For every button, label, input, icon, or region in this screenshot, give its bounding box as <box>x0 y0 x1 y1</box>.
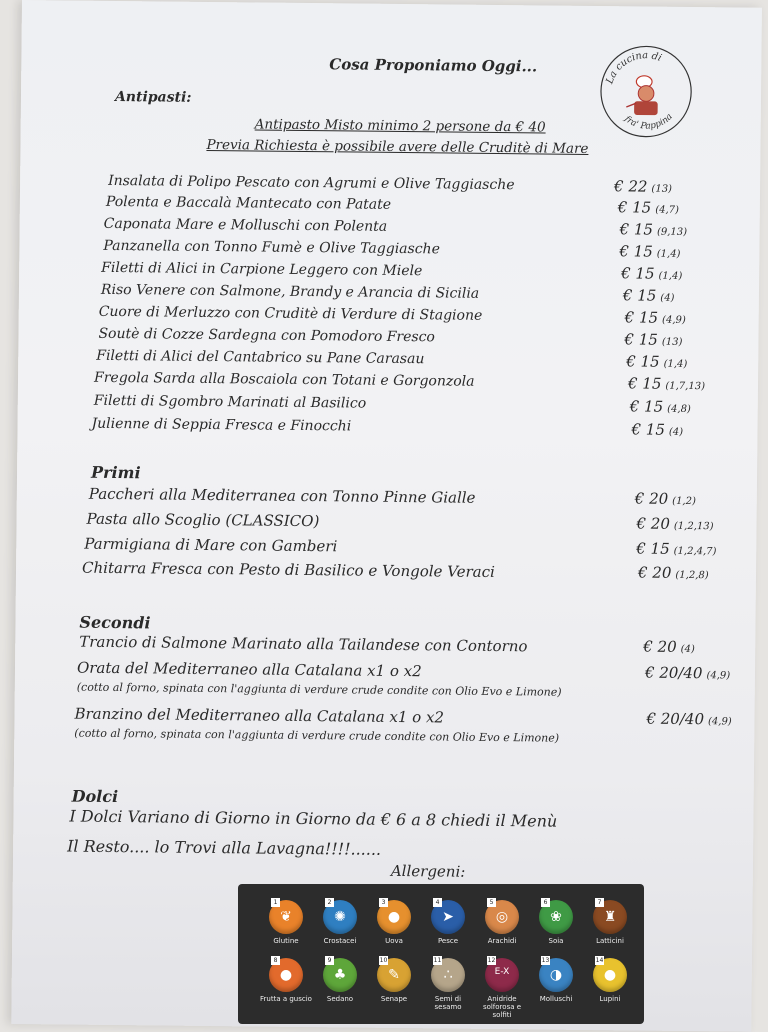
allergen-8 <box>260 958 312 1003</box>
allergen-codes: (13) <box>651 183 673 195</box>
allergen-label: Frutta a guscio <box>260 995 312 1003</box>
dolci-heading: Dolci <box>71 786 119 807</box>
price-value: € 15 <box>622 286 657 305</box>
logo-bottom-text: fra' Pappina <box>622 111 675 132</box>
price-value: € 15 <box>629 397 664 416</box>
price-value: € 20/40 <box>646 709 705 729</box>
primi-item-price <box>636 514 713 533</box>
allergen-label: Uova <box>385 937 403 945</box>
allergen-glyph: ● <box>279 967 293 983</box>
allergen-12 <box>476 958 528 1019</box>
allergen-label: Semi di sesamo <box>434 995 462 1011</box>
antipasti-item-name: Insalata di Polipo Pescato con Agrumi e Olive Taggiasche <box>108 172 515 194</box>
allergen-label: Pesce <box>437 937 459 945</box>
antipasti-item-price <box>630 397 691 416</box>
allergen-icon <box>485 958 519 992</box>
allergen-icon <box>269 900 303 934</box>
allergen-glyph: ♜ <box>603 909 617 925</box>
secondi-item-price <box>643 638 695 657</box>
secondi-item-price <box>646 710 731 729</box>
antipasti-item-price <box>623 286 675 305</box>
allergen-label: Crostacei <box>323 937 357 945</box>
menu-title: Cosa Proponiamo Oggi... <box>329 55 538 76</box>
allergen-number: 6 <box>541 898 550 907</box>
allergen-glyph: ◑ <box>549 967 563 983</box>
allergen-14 <box>584 958 636 1003</box>
price-value: € 15 <box>626 352 660 371</box>
allergen-glyph: ∴ <box>443 967 453 983</box>
antipasti-item-name: Filetti di Alici in Carpione Leggero con Miele <box>101 259 423 280</box>
antipasti-item-name: Caponata Mare e Molluschi con Polenta <box>103 215 388 235</box>
allergen-number: 3 <box>379 898 388 907</box>
allergen-glyph: ◎ <box>495 909 509 925</box>
allergen-number: 11 <box>433 957 442 964</box>
logo-top-text: La cucina di <box>604 50 664 86</box>
allergen-number: 8 <box>271 956 280 965</box>
antipasti-item-name: Riso Venere con Salmone, Brandy e Arancia di Sicilia <box>100 281 480 302</box>
primi-item-price <box>635 489 696 508</box>
antipasti-item-price <box>631 420 683 439</box>
allergen-codes: (1,4) <box>663 358 688 370</box>
allergen-icon <box>485 900 519 934</box>
allergen-glyph: E-X <box>494 967 510 977</box>
allergen-4 <box>422 900 474 945</box>
price-value: € 15 <box>621 264 655 283</box>
antipasti-note-misto: Antipasto Misto minimo 2 persone da € 40 <box>254 116 546 136</box>
primi-item-name: Pasta allo Scoglio (CLASSICO) <box>86 509 320 531</box>
allergen-number: 12 <box>487 957 496 964</box>
allergen-glyph: ● <box>387 909 401 925</box>
allergen-codes: (4) <box>668 426 684 438</box>
primi-item-name: Parmigiana di Mare con Gamberi <box>84 534 338 556</box>
dolci-line: I Dolci Variano di Giorno in Giorno da € 6 a 8 chiedi il Menù <box>69 806 558 831</box>
allergen-number: 5 <box>487 898 496 907</box>
allergen-glyph: ✺ <box>334 909 346 925</box>
allergen-icon <box>323 958 357 992</box>
allergen-label: Arachidi <box>487 937 517 945</box>
price-value: € 15 <box>617 198 652 217</box>
allergen-glyph: ● <box>603 967 617 983</box>
orata-cooking-note: (cotto al forno, spinata con l'aggiunta di verdure crude condite con Olio Evo e Limone) <box>76 680 562 699</box>
allergen-codes: (4,9) <box>662 314 686 326</box>
price-value: € 20/40 <box>644 663 703 683</box>
allergen-codes: (1,4) <box>658 270 683 282</box>
allergen-label: Anidride solforosa e solfiti <box>482 995 522 1019</box>
antipasti-item-price <box>625 308 686 327</box>
antipasti-item-price <box>628 374 705 393</box>
allergen-number: 10 <box>379 957 388 964</box>
allergen-6 <box>530 900 582 945</box>
allergen-codes: (1,4) <box>656 248 681 260</box>
allergen-codes: (1,7,13) <box>665 380 706 393</box>
chef-logo <box>597 42 696 141</box>
allergen-label: Molluschi <box>539 995 573 1003</box>
allergen-number: 7 <box>595 898 604 907</box>
price-value: € 15 <box>631 420 666 439</box>
allergen-icon <box>323 900 357 934</box>
price-value: € 22 <box>613 177 648 196</box>
primi-item-price <box>638 563 709 582</box>
price-value: € 15 <box>624 308 659 327</box>
primi-item-price <box>636 539 716 558</box>
allergen-icon <box>593 900 627 934</box>
antipasti-note-crudite: Previa Richiesta è possibile avere delle Cruditè di Mare <box>206 136 589 157</box>
allergen-codes: (13) <box>661 336 683 348</box>
allergen-number: 1 <box>271 898 280 907</box>
allergen-label: Sedano <box>326 995 354 1003</box>
antipasti-item-name: Julienne di Seppia Fresca e Finocchi <box>91 415 352 435</box>
allergen-5 <box>476 900 528 945</box>
allergen-icon <box>539 958 573 992</box>
antipasti-item-name: Filetti di Alici del Cantabrico su Pane Carasau <box>96 347 425 368</box>
allergen-codes: (1,2) <box>672 495 696 508</box>
menu-sheet <box>11 0 762 1032</box>
primi-item-name: Chitarra Fresca con Pesto di Basilico e Vongole Veraci <box>81 558 495 581</box>
allergen-label: Latticini <box>596 937 624 945</box>
allergen-10 <box>368 958 420 1003</box>
secondi-item-price <box>645 664 730 683</box>
allergen-13 <box>530 958 582 1003</box>
antipasti-item-price <box>621 264 682 283</box>
allergen-codes: (4,9) <box>706 670 731 682</box>
antipasti-item-name: Cuore di Merluzzo con Cruditè di Verdure di Stagione <box>98 303 483 324</box>
primi-item-name: Paccheri alla Mediterranea con Tonno Pinne Gialle <box>88 484 476 507</box>
price-value: € 20 <box>637 563 672 582</box>
allergen-codes: (1,2,13) <box>673 520 714 533</box>
secondi-item-name: Branzino del Mediterraneo alla Catalana x1 o x2 <box>74 704 445 727</box>
allergen-label: Soia <box>548 937 564 945</box>
allergeni-heading: Allergeni: <box>390 861 466 881</box>
allergen-codes: (4,7) <box>655 204 680 216</box>
allergen-codes: (9,13) <box>656 226 688 238</box>
allergen-label: Glutine <box>273 937 299 945</box>
antipasti-item-price <box>626 352 687 371</box>
allergen-number: 14 <box>595 957 604 964</box>
antipasti-heading: Antipasti: <box>114 88 192 106</box>
secondi-item-name: Trancio di Salmone Marinato alla Tailandese con Contorno <box>79 632 528 656</box>
branzino-cooking-note: (cotto al forno, spinata con l'aggiunta di verdure crude condite con Olio Evo e Limone) <box>74 726 560 745</box>
price-value: € 15 <box>619 242 653 261</box>
allergen-legend <box>238 884 644 1024</box>
primi-heading: Primi <box>90 462 141 483</box>
allergen-2 <box>314 900 366 945</box>
allergen-codes: (1,2,4,7) <box>673 545 717 558</box>
allergen-icon <box>539 900 573 934</box>
allergen-icon <box>593 958 627 992</box>
allergen-codes: (4,9) <box>707 716 732 728</box>
allergen-label: Senape <box>380 995 408 1003</box>
price-value: € 15 <box>619 220 654 239</box>
antipasti-item-price <box>614 177 672 196</box>
allergen-codes: (1,2,8) <box>675 569 709 582</box>
allergen-number: 2 <box>325 898 334 907</box>
lavagna-line: Il Resto.... lo Trovi alla Lavagna!!!!...... <box>67 836 382 859</box>
allergen-glyph: ❀ <box>550 909 562 925</box>
antipasti-item-price <box>618 198 679 217</box>
antipasti-item-price <box>619 242 680 261</box>
svg-text:La cucina di <box>604 50 663 87</box>
allergen-icon <box>431 900 465 934</box>
allergen-3 <box>368 900 420 945</box>
allergen-1 <box>260 900 312 945</box>
antipasti-item-name: Polenta e Baccalà Mantecato con Patate <box>105 193 392 213</box>
allergen-icon <box>431 958 465 992</box>
allergen-codes: (4,8) <box>667 403 691 416</box>
secondi-item-name: Orata del Mediterraneo alla Catalana x1 o x2 <box>76 658 422 681</box>
price-value: € 20 <box>634 489 669 508</box>
antipasti-item-name: Filetti di Sgombro Marinati al Basilico <box>93 392 367 412</box>
allergen-glyph: ✎ <box>388 967 400 983</box>
allergen-glyph: ➤ <box>442 909 454 925</box>
secondi-heading: Secondi <box>79 612 151 633</box>
allergen-number: 4 <box>433 898 442 907</box>
antipasti-item-name: Panzanella con Tonno Fumè e Olive Taggiasche <box>103 237 440 258</box>
allergen-codes: (4) <box>680 643 695 656</box>
allergen-glyph: ❦ <box>280 909 292 925</box>
antipasti-item-price <box>620 220 688 239</box>
allergen-number: 9 <box>325 956 334 965</box>
price-value: € 20 <box>643 637 677 656</box>
allergen-icon <box>377 900 411 934</box>
price-value: € 15 <box>636 539 670 558</box>
allergen-icon <box>269 958 303 992</box>
antipasti-item-name: Fregola Sarda alla Boscaiola con Totani e Gorgonzola <box>93 369 475 390</box>
antipasti-item-name: Soutè di Cozze Sardegna con Pomodoro Fresco <box>98 325 435 346</box>
price-value: € 20 <box>636 514 671 533</box>
antipasti-item-price <box>624 330 682 349</box>
allergen-7 <box>584 900 636 945</box>
allergen-label: Lupini <box>599 995 621 1003</box>
price-value: € 15 <box>624 330 658 349</box>
allergen-11 <box>422 958 474 1011</box>
price-value: € 15 <box>627 374 662 393</box>
allergen-glyph: ♣ <box>333 967 347 983</box>
allergen-codes: (4) <box>660 292 675 304</box>
allergen-icon <box>377 958 411 992</box>
allergen-number: 13 <box>541 957 550 964</box>
allergen-9 <box>314 958 366 1003</box>
